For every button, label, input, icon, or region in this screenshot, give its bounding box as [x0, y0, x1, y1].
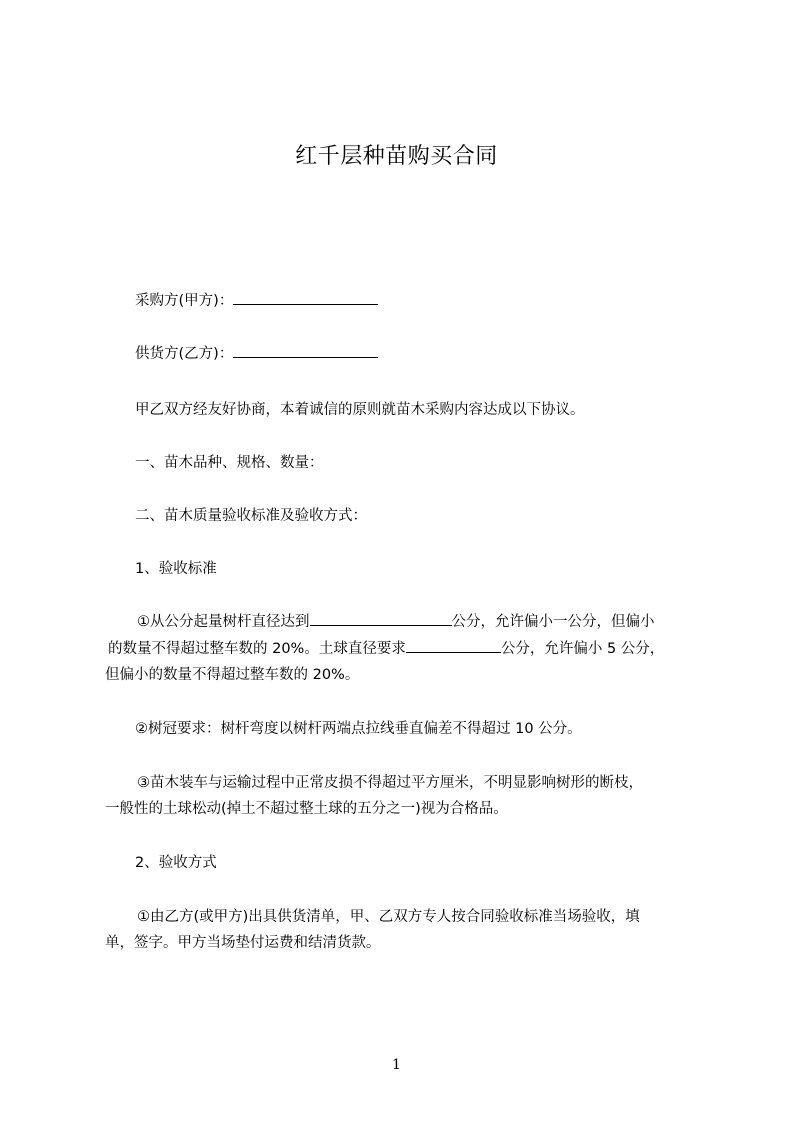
subsection-1-heading: 1、验收标准 — [135, 561, 217, 577]
item-1-part-1: ①从公分起量树杆直径达到 — [137, 614, 310, 630]
item-1-line-1 — [137, 610, 727, 634]
item-1-line-2 — [108, 637, 698, 661]
root-ball-diameter-blank[interactable] — [406, 637, 501, 653]
section-2-heading: 二、苗木质量验收标准及验收方式： — [135, 508, 367, 524]
supplier-label: 供货方(乙方)： — [135, 346, 234, 362]
subsection-2-heading: 2、验收方式 — [135, 855, 217, 871]
item-3-line-2: 一般性的土球松动(掉土不超过整土球的五分之一)视为合格品。 — [105, 801, 508, 817]
item-4-line-2: 单，签字。甲方当场垫付运费和结清货款。 — [105, 935, 381, 951]
supplier-blank[interactable] — [233, 342, 378, 358]
item-1-part-2: 公分，允许偏小一公分，但偏小 — [451, 614, 655, 630]
item-1-part-3: 的数量不得超过整车数的 20%。土球直径要求 — [108, 641, 406, 657]
page-number: 1 — [392, 1057, 401, 1073]
trunk-diameter-blank[interactable] — [310, 610, 452, 626]
section-1-heading: 一、苗木品种、规格、数量： — [135, 455, 324, 471]
item-1-part-4: 公分，允许偏小 5 公分， — [500, 641, 665, 657]
buyer-blank[interactable] — [233, 289, 378, 305]
item-4-line-1: ①由乙方(或甲方)出具供货清单，甲、乙双方专人按合同验收标准当场验收，填 — [137, 909, 640, 925]
item-1-line-3: 但偏小的数量不得超过整车数的 20%。 — [105, 667, 360, 683]
contract-title: 红千层种苗购买合同 — [295, 144, 498, 169]
item-2: ②树冠要求：树杆弯度以树杆两端点拉线垂直偏差不得超过 10 公分。 — [135, 721, 582, 737]
item-3-line-1: ③苗木装车与运输过程中正常皮损不得超过平方厘米，不明显影响树形的断枝， — [137, 775, 643, 791]
supplier-line — [135, 342, 725, 366]
buyer-label: 采购方(甲方)： — [135, 293, 234, 309]
intro-paragraph: 甲乙双方经友好协商，本着诚信的原则就苗木采购内容达成以下协议。 — [135, 402, 585, 418]
buyer-line — [135, 289, 725, 313]
